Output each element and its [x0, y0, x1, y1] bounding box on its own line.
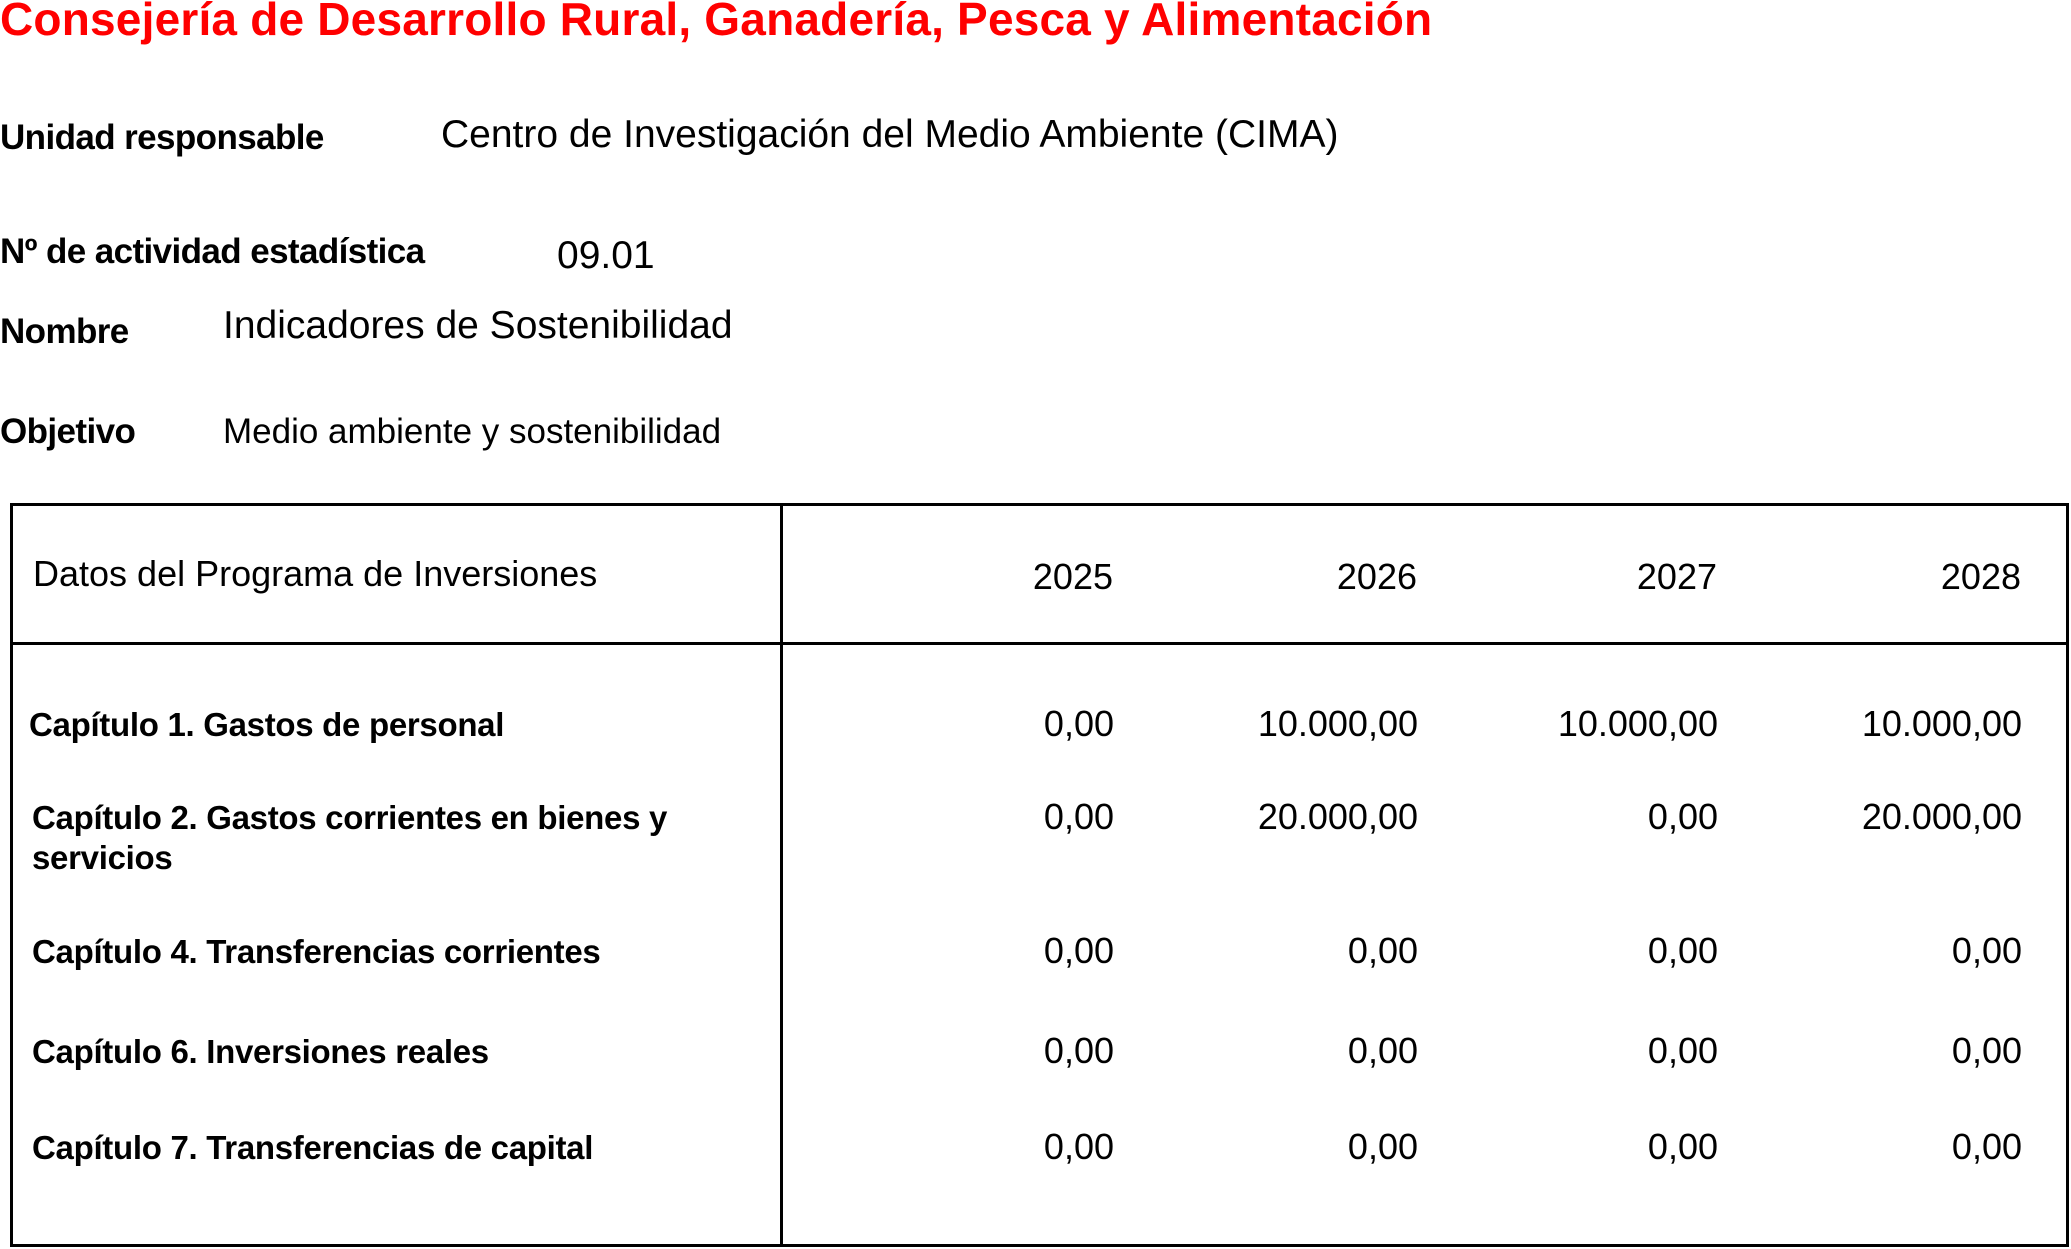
table-cell: 10.000,00: [1257, 703, 1418, 744]
table-cell: 0,00: [1347, 1030, 1418, 1071]
actividad-label: Nº de actividad estadística: [0, 232, 425, 271]
table-cell: 0,00: [1647, 930, 1718, 971]
unidad-responsable-value: Centro de Investigación del Medio Ambiente (CIMA): [441, 113, 1339, 156]
objetivo-label: Objetivo: [0, 412, 136, 451]
objetivo-value: Medio ambiente y sostenibilidad: [223, 412, 722, 451]
table-cell: 0,00: [1043, 796, 1114, 837]
table-cell: 10.000,00: [1557, 703, 1718, 744]
table-cell: 0,00: [1647, 1030, 1718, 1071]
table-cell: 0,00: [1347, 1126, 1418, 1167]
table-cell: 0,00: [1951, 1126, 2022, 1167]
table-cell: 0,00: [1347, 930, 1418, 971]
page-title: Consejería de Desarrollo Rural, Ganadería, Pesca y Alimentación: [0, 0, 1433, 45]
table-header-divider: [10, 642, 2069, 645]
table-row-label: Capítulo 1. Gastos de personal: [29, 706, 505, 743]
table-cell: 0,00: [1043, 1126, 1114, 1167]
table-cell: 0,00: [1647, 796, 1718, 837]
year-header-2026: 2026: [1336, 556, 1417, 597]
table-row-label: Capítulo 7. Transferencias de capital: [32, 1129, 594, 1166]
table-column-divider: [780, 503, 783, 1247]
year-header-2027: 2027: [1636, 556, 1717, 597]
year-header-2028: 2028: [1940, 556, 2021, 597]
table-cell: 0,00: [1951, 930, 2022, 971]
table-cell: 0,00: [1043, 930, 1114, 971]
table-row-label: Capítulo 2. Gastos corrientes en bienes y servicios: [32, 799, 668, 876]
table-header-label: Datos del Programa de Inversiones: [33, 553, 598, 594]
nombre-value: Indicadores de Sostenibilidad: [223, 304, 733, 347]
table-cell: 0,00: [1647, 1126, 1718, 1167]
nombre-label: Nombre: [0, 312, 129, 351]
year-header-2025: 2025: [1032, 556, 1113, 597]
table-cell: 0,00: [1043, 703, 1114, 744]
table-cell: 0,00: [1043, 1030, 1114, 1071]
table-row-label: Capítulo 4. Transferencias corrientes: [32, 933, 601, 970]
table-cell: 20.000,00: [1861, 796, 2022, 837]
table-row-label: Capítulo 6. Inversiones reales: [32, 1033, 489, 1070]
actividad-value: 09.01: [557, 234, 655, 277]
table-cell: 10.000,00: [1861, 703, 2022, 744]
unidad-responsable-label: Unidad responsable: [0, 118, 324, 157]
table-cell: 20.000,00: [1257, 796, 1418, 837]
table-cell: 0,00: [1951, 1030, 2022, 1071]
